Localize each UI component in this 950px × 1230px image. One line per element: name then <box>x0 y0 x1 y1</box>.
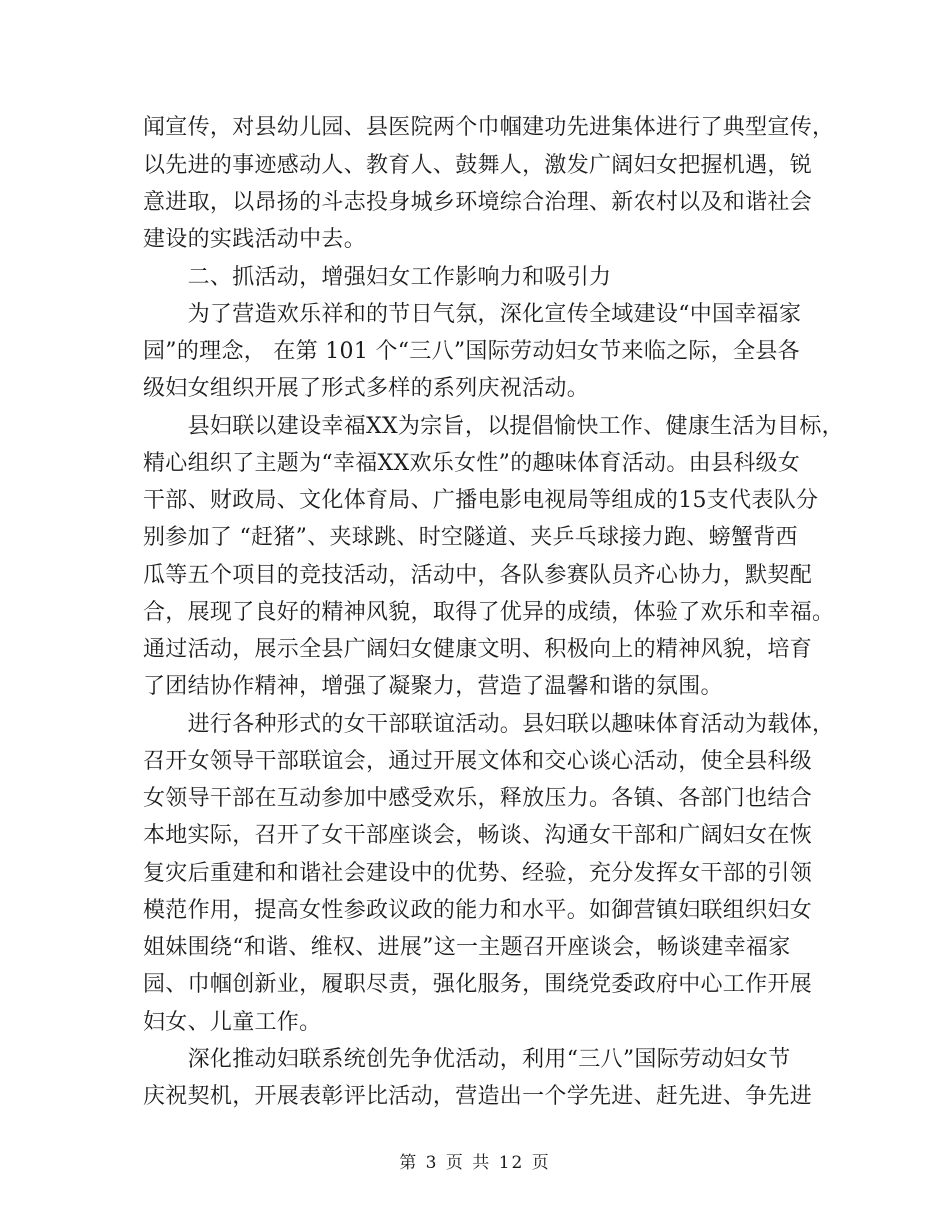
text-line: 深化推动妇联系统创先争优活动，利用“三八”国际劳动妇女节 <box>143 1047 791 1072</box>
text-line: 干部、财政局、文化体育局、广播电影电视局等组成的15支代表队分 <box>143 488 819 513</box>
text-line: 召开女领导干部联谊会，通过开展文体和交心谈心活动，使全县科级 <box>143 749 813 774</box>
text-line: 别参加了 “赶猪”、夹球跳、时空隧道、夹乒乓球接力跑、螃蟹背西 <box>143 525 798 550</box>
text-line: 复灾后重建和和谐社会建设中的优势、经验，充分发挥女干部的引领 <box>143 861 813 886</box>
text-line: 庆祝契机，开展表彰评比活动，营造出一个学先进、赶先进、争先进 <box>143 1084 813 1109</box>
text-line: 通过活动，展示全县广阔妇女健康文明、积极向上的精神风貌，培育 <box>143 637 813 662</box>
text-line: 妇女、儿童工作。 <box>143 1010 322 1035</box>
text-line: 建设的实践活动中去。 <box>143 227 367 252</box>
text-line: 进行各种形式的女干部联谊活动。县妇联以趣味体育活动为载体， <box>143 712 835 737</box>
text-line: 了团结协作精神，增强了凝聚力，营造了温馨和谐的氛围。 <box>143 674 723 699</box>
text-line: 为了营造欢乐祥和的节日气氛，深化宣传全域建设“中国幸福家 <box>143 302 802 327</box>
text-line: 闻宣传，对县幼儿园、县医院两个巾帼建功先进集体进行了典型宣传， <box>143 115 835 140</box>
text-line: 本地实际，召开了女干部座谈会，畅谈、沟通女干部和广阔妇女在恢 <box>143 823 813 848</box>
text-line: 级妇女组织开展了形式多样的系列庆祝活动。 <box>143 376 590 401</box>
text-line: 意进取，以昂扬的斗志投身城乡环境综合治理、新农村以及和谐社会 <box>143 190 813 215</box>
section-heading: 二、抓活动，增强妇女工作影响力和吸引力 <box>143 265 612 290</box>
text-line: 合，展现了良好的精神风貌，取得了优异的成绩，体验了欢乐和幸福。 <box>143 600 835 625</box>
text-line: 园”的理念， 在第 101 个“三八”国际劳动妇女节来临之际，全县各 <box>143 339 800 364</box>
text-line: 以先进的事迹感动人、教育人、鼓舞人，激发广阔妇女把握机遇，锐 <box>143 153 813 178</box>
text-line: 模范作用，提高女性参政议政的能力和水平。如御营镇妇联组织妇女 <box>143 898 813 923</box>
text-line: 精心组织了主题为“幸福XX欢乐女性”的趣味体育活动。由县科级女 <box>143 451 801 476</box>
text-line: 姐妹围绕“和谐、维权、进展”这一主题召开座谈会，畅谈建幸福家 <box>143 935 791 960</box>
text-line: 女领导干部在互动参加中感受欢乐，释放压力。各镇、各部门也结合 <box>143 786 813 811</box>
text-line: 瓜等五个项目的竞技活动，活动中，各队参赛队员齐心协力，默契配 <box>143 563 813 588</box>
page-footer: 第 3 页 共 12 页 <box>399 1153 551 1173</box>
text-line: 园、巾帼创新业，履职尽责，强化服务，围绕党委政府中心工作开展 <box>143 972 813 997</box>
text-line: 县妇联以建设幸福XX为宗旨，以提倡愉快工作、健康生活为目标， <box>143 414 844 439</box>
